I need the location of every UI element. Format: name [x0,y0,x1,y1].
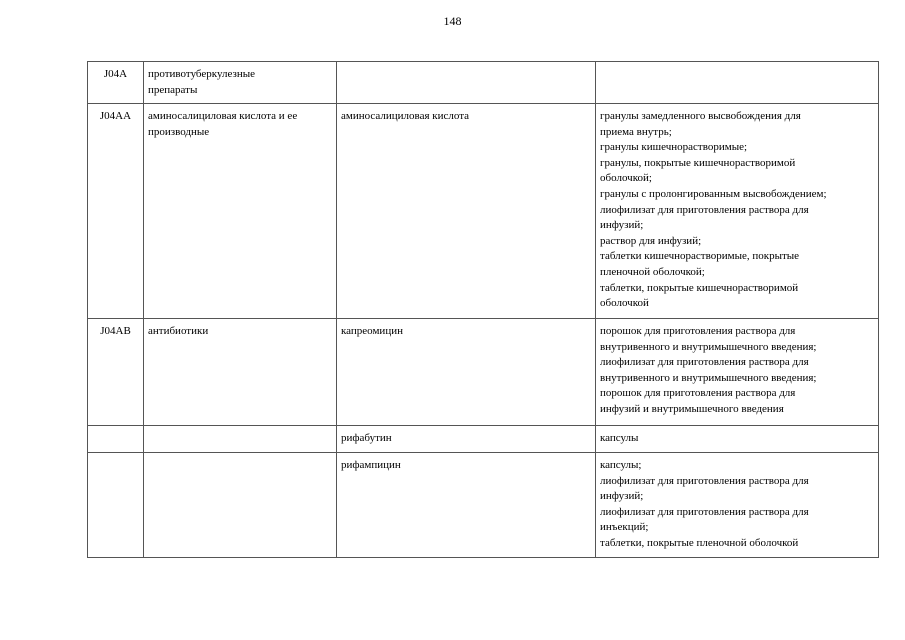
table-row [88,104,879,319]
atc-code-cell [88,453,144,558]
group-name-cell: антибиотики [144,319,337,426]
drug-classification-table [87,61,879,558]
drug-name-cell [337,62,596,104]
group-name-cell [144,453,337,558]
drug-name-cell: рифабутин [337,426,596,453]
table-row [88,319,879,426]
atc-code-cell: J04AA [88,104,144,319]
atc-code-cell: J04AB [88,319,144,426]
dosage-forms-cell: порошок для приготовления раствора для внутривенного и внутримышечного введения; лиофилизат для приготовления раствора для внутривенного и внутримышечного введения; порошок для приготовления раствора для инфузий и внутримышечного введения [596,319,879,426]
dosage-forms-cell [596,62,879,104]
dosage-forms-cell: капсулы [596,426,879,453]
atc-code-cell [88,426,144,453]
drug-name-cell: аминосалициловая кислота [337,104,596,319]
group-name-cell [144,426,337,453]
page-number: 148 [443,14,462,28]
group-name-cell: аминосалициловая кислота и ее производные [144,104,337,319]
table-row [88,453,879,558]
dosage-forms-cell: капсулы; лиофилизат для приготовления раствора для инфузий; лиофилизат для приготовления раствора для инъекций; таблетки, покрытые пленочной оболочкой [596,453,879,558]
group-name-cell: противотуберкулезные препараты [144,62,337,104]
table-row [88,62,879,104]
table-row [88,426,879,453]
dosage-forms-cell: гранулы замедленного высвобождения для приема внутрь; гранулы кишечнорастворимые; гранулы, покрытые кишечнорастворимой оболочкой; гранулы с пролонгированным высвобождением; лиофилизат для приготовления раствора для инфузий; раствор для инфузий; таблетки кишечнорастворимые, покрытые пленочной оболочкой; таблетки, покрытые кишечнорастворимой оболочкой [596,104,879,319]
atc-code-cell: J04A [88,62,144,104]
drug-name-cell: капреомицин [337,319,596,426]
drug-name-cell: рифампицин [337,453,596,558]
